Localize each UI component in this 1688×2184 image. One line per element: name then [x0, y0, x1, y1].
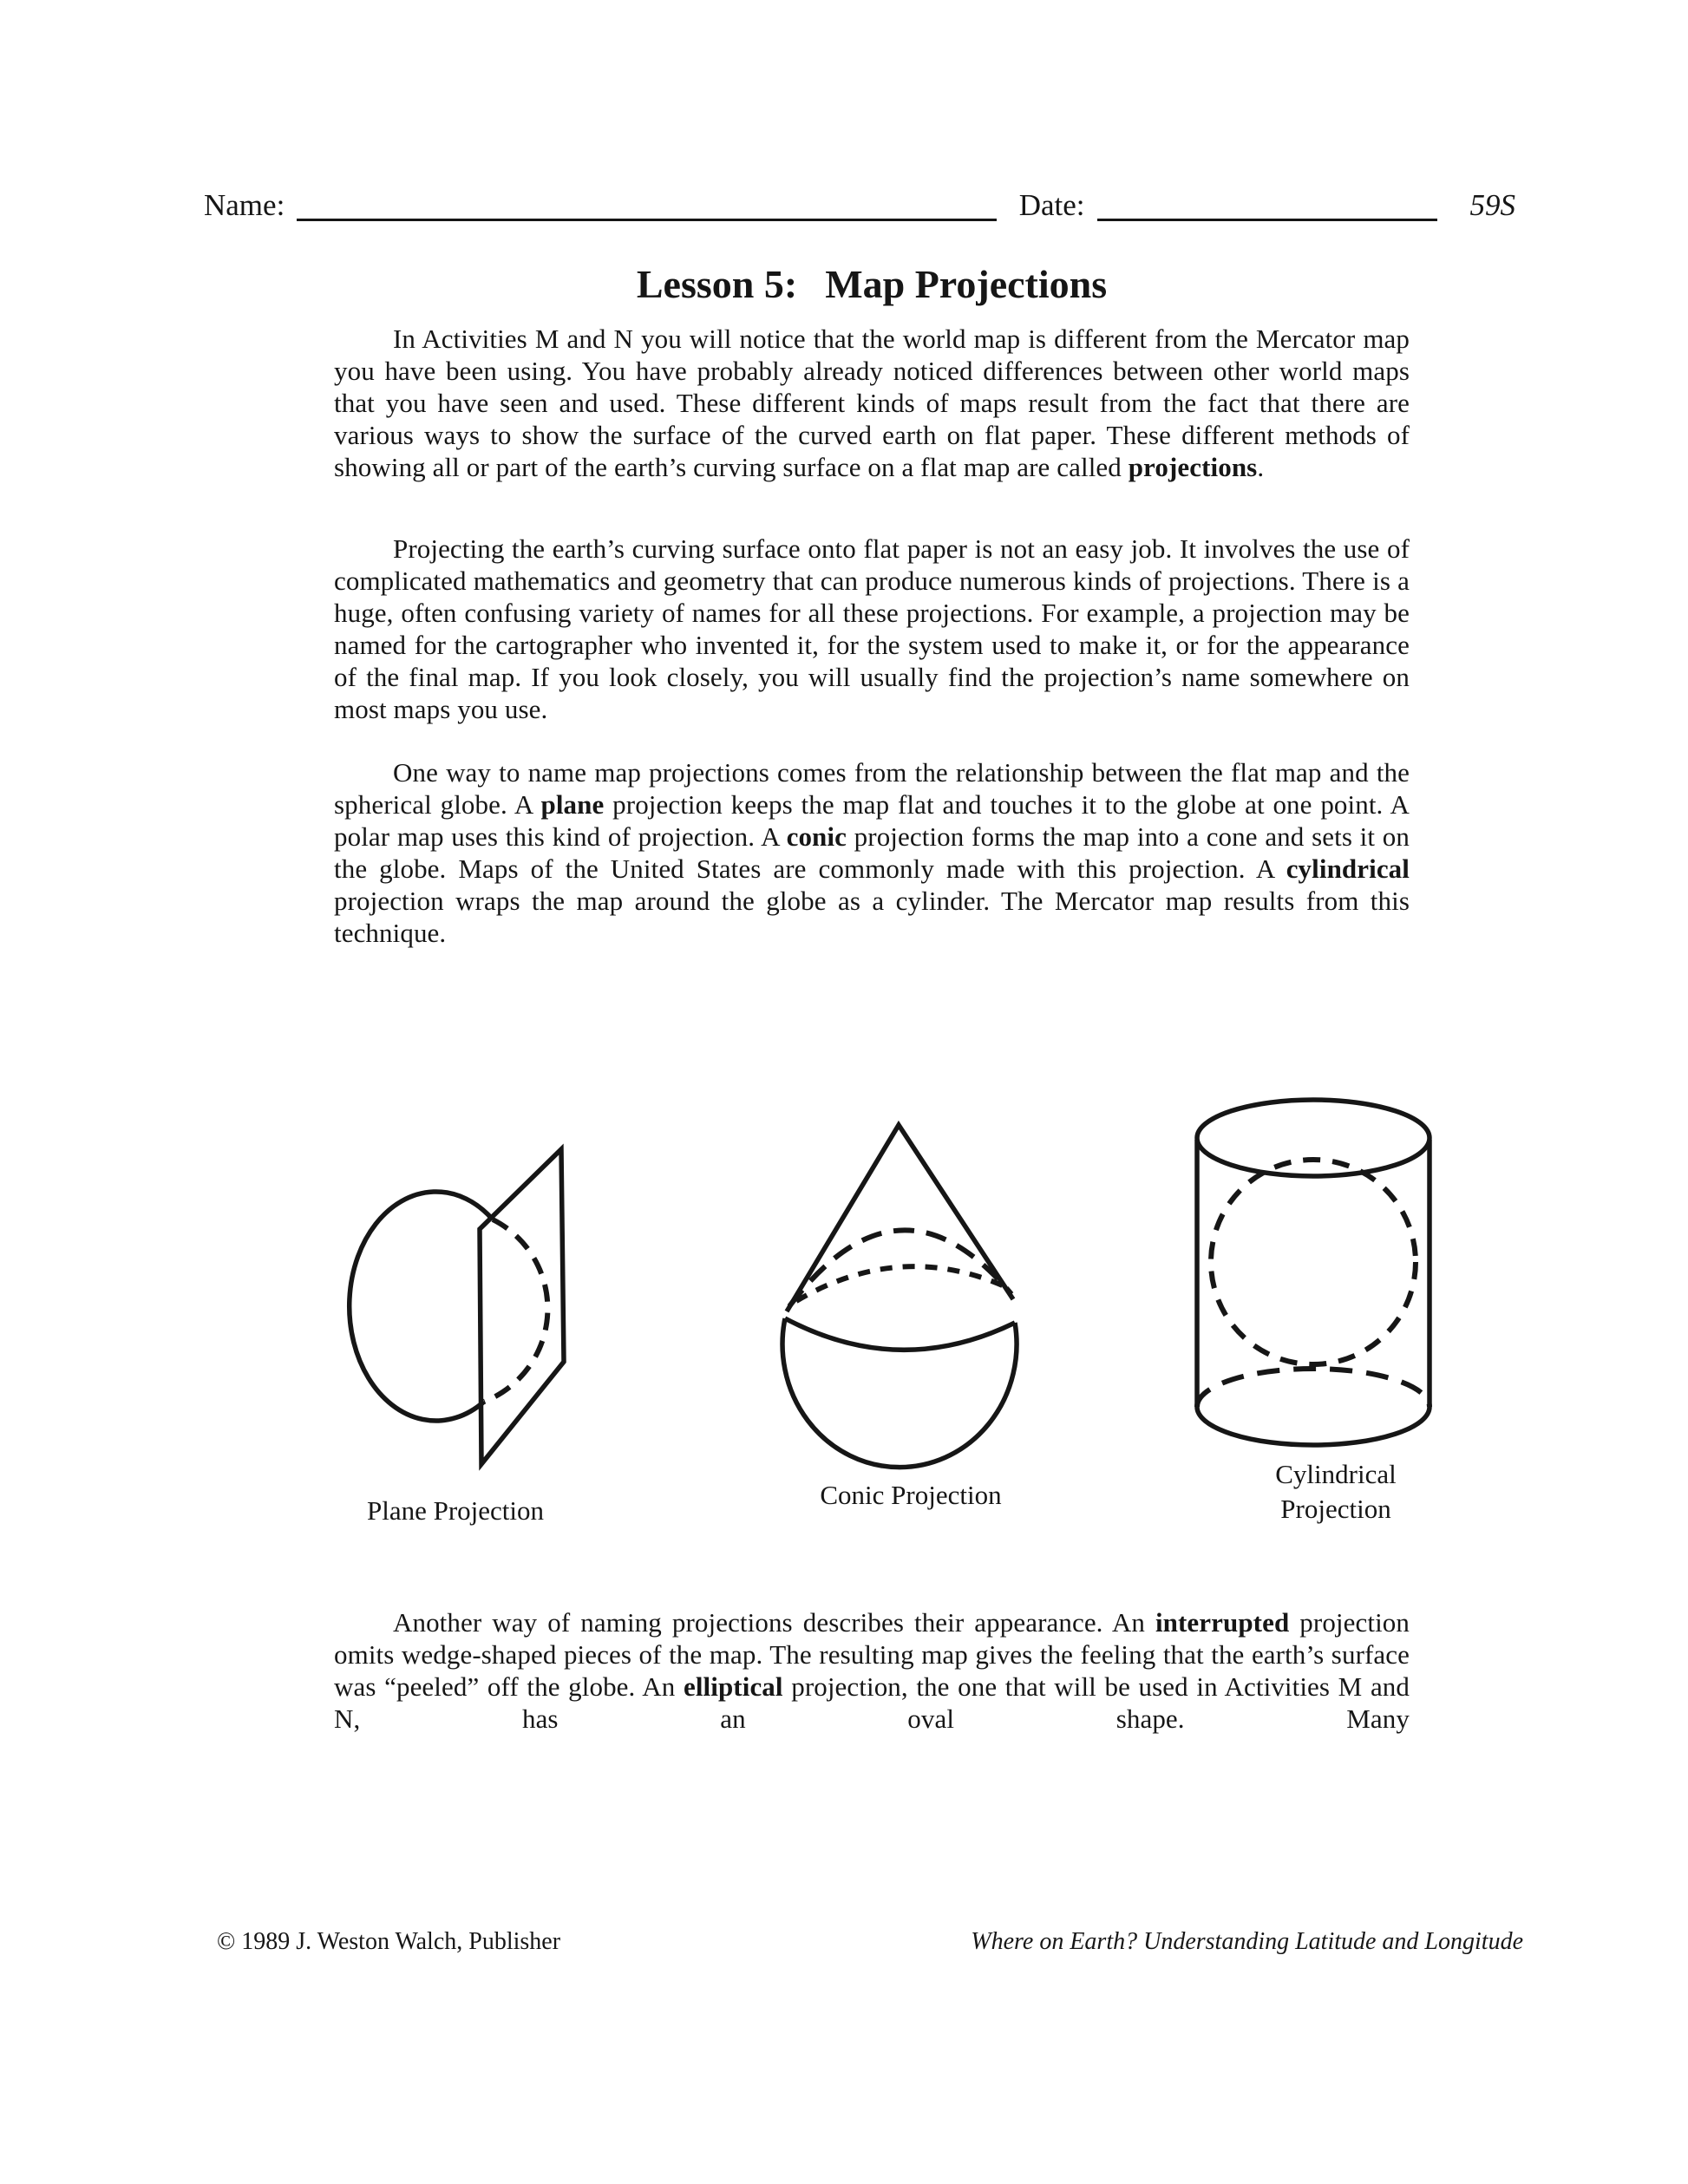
sphere-hidden-arc	[796, 1266, 1004, 1301]
paragraph-2: Projecting the earth’s curving surface onto flat paper is not an easy job. It involves the use of complicated mathematics and geometry that can produce numerous kinds of projections. There is a huge, often confusing variety of names for all these projections. For example, a projection may be named for the cartographer who invented it, for the system used to make it, or for the appearance of the final map. If you look closely, you will usually find the projection’s name somewhere on most maps you use.	[334, 533, 1410, 724]
sphere-hidden-arc	[484, 1220, 547, 1402]
lesson-number: Lesson 5:	[636, 262, 798, 306]
cylindrical-projection-diagram	[1154, 1084, 1449, 1448]
sphere-front-rim	[785, 1318, 1015, 1350]
paragraph-1: In Activities M and N you will notice that the world map is different from the Mercator map you have been using. You have probably already noticed differences between other world maps that you have seen and used. These different kinds of maps result from the fact that there are various ways to show the surface of the curved earth on flat paper. These different methods of showing all or part of the earth’s curving surface on a flat map are called projections.	[334, 324, 1410, 482]
book-title: Where on Earth? Understanding Latitude and Longitude	[971, 1928, 1523, 1955]
figure-plane-projection	[304, 1128, 607, 1528]
figure-cylindrical-projection	[1154, 1084, 1449, 1527]
globe-hidden-circle	[1211, 1160, 1416, 1364]
figure-label-plane: Plane Projection	[366, 1495, 545, 1526]
page-number: 59S	[1469, 188, 1515, 222]
conic-projection-diagram	[737, 1110, 1084, 1475]
date-blank-line	[1097, 189, 1437, 221]
header	[204, 187, 1515, 224]
plane-projection-diagram	[304, 1128, 607, 1475]
sphere-outline	[782, 1318, 1017, 1468]
name-blank-line	[297, 189, 996, 221]
cylinder-bottom-back-arc	[1197, 1369, 1430, 1407]
body-text	[334, 323, 1410, 949]
copyright-text: © 1989 J. Weston Walch, Publisher	[217, 1928, 561, 1955]
cone-outline	[787, 1125, 1013, 1311]
figure-conic-projection	[737, 1110, 1084, 1513]
figure-label-cylindrical: Cylindrical Projection	[1275, 1459, 1397, 1524]
lesson-title	[334, 260, 1410, 309]
lesson-subject: Map Projections	[825, 262, 1108, 306]
name-label: Name:	[204, 188, 285, 222]
figure-label-conic: Conic Projection	[820, 1480, 1002, 1510]
sphere-outline	[350, 1192, 493, 1421]
cylinder-bottom-front-arc	[1197, 1407, 1430, 1445]
cylinder-top-ellipse	[1197, 1100, 1430, 1176]
date-label: Date:	[1018, 188, 1085, 222]
paragraph-3: One way to name map projections comes from the relationship between the flat map and the spherical globe. A plane projection keeps the map flat and touches it to the globe at one point. A polar map uses this kind of projection. A conic projection forms the map into a cone and sets it on the globe. Maps of the United States are commonly made with this projection. A cylindrical projection wraps the map around the globe as a cylinder. The Mercator map results from this technique.	[334, 757, 1410, 948]
paragraph-4: Another way of naming projections describes their appearance. An interrupted projection omits wedge-shaped pieces of the map. The resulting map gives the feeling that the earth’s surface was “peeled” off the globe. An elliptical projection, the one that will be used in Activities M and N, has an oval shape. Many	[334, 1607, 1410, 1734]
projection-plane	[480, 1149, 564, 1464]
footer	[217, 1927, 1523, 1957]
